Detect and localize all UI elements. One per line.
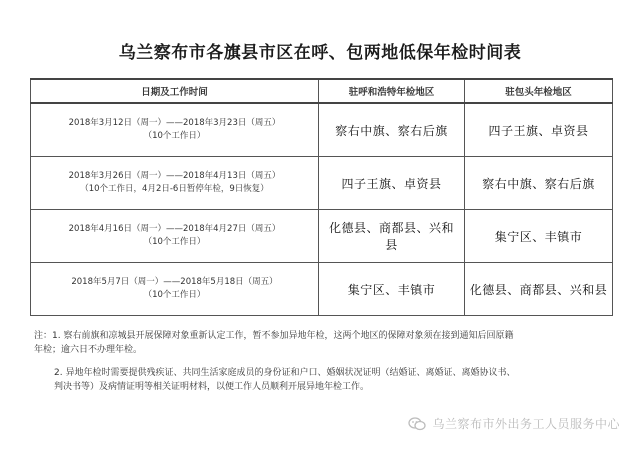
- date-range: 2018年5月7日（周一）——2018年5月18日（周五）: [71, 277, 278, 287]
- date-range: 2018年3月26日（周一）——2018年4月13日（周五）: [68, 171, 281, 181]
- table-row: [31, 210, 613, 263]
- hohhot-region: 集宁区、丰镇市: [319, 263, 465, 316]
- table-row: [31, 263, 613, 316]
- baotou-region: 集宁区、丰镇市: [465, 210, 613, 263]
- baotou-region: 四子王旗、卓资县: [465, 103, 613, 157]
- hohhot-region: 四子王旗、卓资县: [319, 157, 465, 210]
- work-days: （10个工作日）: [143, 237, 206, 247]
- note-1-line-2: 年检；逾六日不办理年检。: [34, 345, 143, 355]
- date-cell: [31, 263, 319, 316]
- date-cell: [31, 210, 319, 263]
- work-days: （10个工作日）: [143, 290, 206, 300]
- note-1-line-1: 注：1. 察右前旗和凉城县开展保障对象重新认定工作，暂不参加异地年检，这两个地区的保障对象须在接到通知后回原籍: [34, 331, 514, 341]
- baotou-region: 化德县、商都县、兴和县: [465, 263, 613, 316]
- note-2-line-1: 2. 异地年检时需要提供残疾证、共同生活家庭成员的身份证和户口、婚姻状况证明（结婚证、离婚证、离婚协议书、: [54, 368, 516, 378]
- date-range: 2018年3月12日（周一）——2018年3月23日（周五）: [68, 118, 281, 128]
- hohhot-region: 化德县、商都县、兴和县: [319, 210, 465, 263]
- date-cell: [31, 157, 319, 210]
- header-baotou: 驻包头年检地区: [465, 79, 613, 103]
- schedule-table: [30, 78, 613, 316]
- page-title: 乌兰察布市各旗县市区在呼、包两地低保年检时间表: [118, 43, 522, 63]
- wechat-icon: [408, 417, 426, 431]
- notes-section: [34, 329, 614, 403]
- work-days: （10个工作日）: [143, 131, 206, 141]
- header-date: 日期及工作时间: [31, 79, 319, 103]
- watermark: [408, 415, 620, 432]
- hohhot-region: 察右中旗、察右后旗: [319, 103, 465, 157]
- watermark-text: 乌兰察布市外出务工人员服务中心: [432, 417, 620, 431]
- table-row: [31, 103, 613, 157]
- note-1: [34, 329, 614, 357]
- table-row: [31, 157, 613, 210]
- note-2: [34, 366, 614, 394]
- date-range: 2018年4月16日（周一）——2018年4月27日（周五）: [68, 224, 281, 234]
- date-cell: [31, 103, 319, 157]
- header-hohhot: 驻呼和浩特年检地区: [319, 79, 465, 103]
- note-2-line-2: 判决书等）及病情证明等相关证明材料，以便工作人员顺利开展异地年检工作。: [54, 382, 370, 392]
- baotou-region: 察右中旗、察右后旗: [465, 157, 613, 210]
- work-days: （10个工作日，4月2日-6日暂停年检，9日恢复）: [80, 184, 269, 194]
- table-header-row: [31, 79, 613, 103]
